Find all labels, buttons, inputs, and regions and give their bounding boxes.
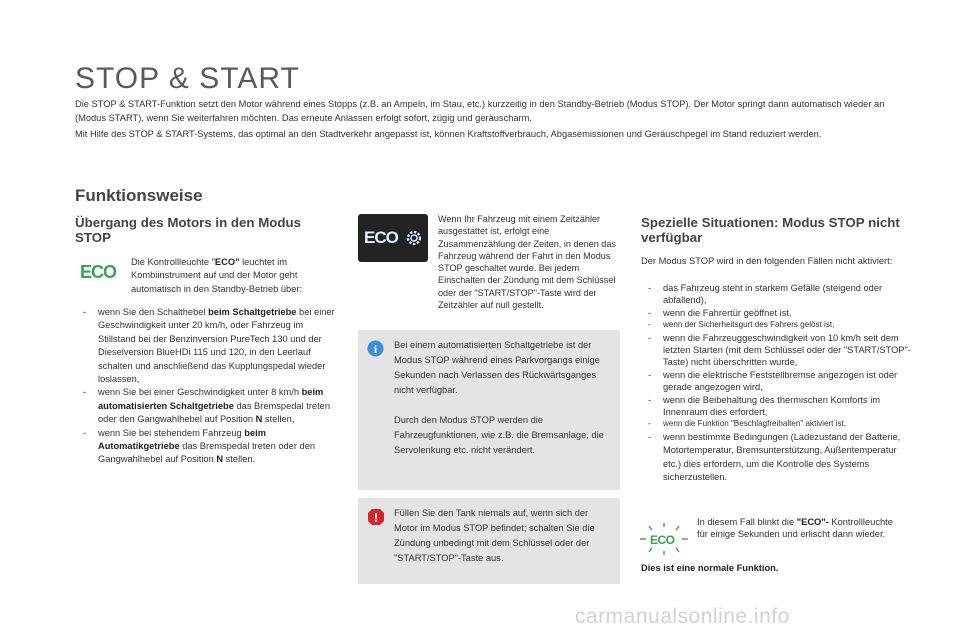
svg-text:i: i: [373, 342, 378, 356]
section-title: Funktionsweise: [75, 186, 203, 205]
list-item: [648, 282, 911, 307]
eco-indicator-icon: ECO: [80, 262, 117, 282]
lead-text-c: leuchtet im Kombiinstrument auf und der Motor geht automatisch in den Standby-Betrieb über:: [131, 257, 303, 294]
item-text: bei einer Geschwindigkeit unter 20 km/h, oder Fahrzeug im Stillstand bei der Benzinversion PureTech 130 und der Dieselversion BlueHDi 115 und 120, in den Leerlauf schalten und anschließend das Kupplungspedal wieder loslassen,: [98, 307, 335, 385]
item-bold: N: [216, 454, 224, 465]
list-item: [648, 431, 911, 485]
eco-display-image: [358, 214, 428, 262]
list-item: [648, 418, 911, 430]
watermark: carmanualsonline.info: [575, 605, 790, 628]
list-item: [83, 306, 338, 386]
item-bold: beim automatisierten Schaltgetriebe: [98, 387, 324, 411]
dash: -: [83, 427, 87, 438]
left-heading: Übergang des Motors in den Modus STOP: [75, 215, 302, 245]
eco-blinking-icon: [640, 522, 688, 556]
item-text: wenn die Beibehaltung des thermischen Komforts im Innenraum dies erfordert,: [663, 394, 881, 418]
normal-function-note: Dies ist eine normale Funktion.: [641, 563, 779, 573]
info-paragraph-2: Durch den Modus STOP werden die Fahrzeugfunktionen, wie z.B. die Bremsanlage, die Servolenkung etc. nicht verändert.: [394, 415, 604, 455]
list-item: [83, 427, 338, 467]
dash: -: [648, 431, 652, 442]
lead-text-eco: ECO": [214, 257, 240, 267]
dash: -: [648, 307, 652, 318]
list-item: [648, 394, 911, 419]
blink-text-a: In diesem Fall blinkt die: [697, 517, 797, 527]
right-heading: Spezielle Situationen: Modus STOP nicht verfügbar: [641, 215, 900, 245]
item-text: das Fahrzeug steht in starkem Gefälle (steigend oder abfallend),: [663, 283, 883, 306]
item-text: das Bremspedal treten oder den Gangwahlhebel auf Position: [98, 441, 316, 465]
item-text: wenn Sie bei stehendem Fahrzeug: [98, 427, 245, 438]
item-text: stellen.: [223, 454, 256, 465]
info-box: [358, 330, 620, 490]
blink-text-eco: "ECO"-: [796, 517, 829, 527]
item-text: wenn der Sicherheitsgurt des Fahrers gelöst ist,: [663, 320, 835, 330]
item-text: das Bremspedal treten oder den Gangwahlhebel auf Position: [98, 400, 331, 425]
warning-icon: [367, 508, 385, 526]
dash: -: [648, 320, 651, 330]
info-icon: [367, 340, 384, 357]
item-text: stellen,: [262, 414, 295, 425]
list-item: [648, 307, 911, 319]
svg-text:!: !: [373, 510, 379, 525]
gear-icon: [405, 229, 423, 247]
item-bold: N: [255, 414, 263, 425]
dash: -: [648, 369, 652, 380]
item-text: wenn die Funktion "Beschlagfreihalten" aktiviert ist,: [663, 419, 847, 429]
lead-text-a: Die Kontrollleuchte ": [131, 257, 215, 267]
dash: -: [648, 332, 652, 343]
list-item: [648, 332, 911, 369]
blink-text-c: Kontrollleuchte für einige Sekunden und erlischt dann wieder.: [697, 517, 893, 539]
left-list: [83, 306, 338, 467]
dash: -: [648, 394, 652, 405]
display-eco-label: ECO: [364, 228, 398, 247]
item-text: wenn die Fahrertür geöffnet ist,: [663, 307, 792, 318]
warning-box: [358, 498, 620, 584]
item-text: wenn Sie den Schalthebel: [98, 307, 209, 317]
dash: -: [83, 307, 87, 317]
blink-text: [697, 516, 897, 540]
item-text: wenn bestimmte Bedingungen (Ladezustand der Batterie, Motortemperatur, Bremsunterstützung, Außentemperatur etc.) dies erfordern, um die Kontrolle des Systems sicherzustellen.: [663, 431, 901, 483]
item-bold: beim Schaltgetriebe: [208, 307, 297, 317]
list-item: [83, 386, 338, 426]
left-lead: [131, 256, 336, 296]
intro-paragraph-1: Die STOP & START-Funktion setzt den Motor während eines Stopps (z.B. an Ampeln, im Stau, etc.) kurzzeitig in den Standby-Betrieb (Modus STOP). Der Motor springt dann automatisch wieder an (Modus START), wenn Sie weiterfahren möchten. Das erneute Anlassen erfolgt sofort, zügig und geräuscharm.: [75, 99, 885, 123]
info-paragraph-1: Bei einem automatisierten Schaltgetriebe ist der Modus STOP während eines Parkvorgangs einige Sekunden nach Verlassen des Rückwärtsganges nicht verfügbar.: [394, 340, 600, 395]
warning-text: Füllen Sie den Tank niemals auf, wenn sich der Motor im Modus STOP befindet; schalten Sie die Zündung unbedingt mit dem Schlüssel oder der "START/STOP"-Taste aus.: [394, 508, 595, 563]
dash: -: [83, 387, 87, 398]
item-bold: beim Automatikgetriebe: [98, 427, 266, 452]
list-item: [648, 369, 911, 394]
page-title: STOP & START: [75, 62, 300, 95]
list-item: [648, 319, 911, 331]
right-list: [648, 282, 911, 485]
counter-text: Wenn Ihr Fahrzeug mit einem Zeitzähler ausgestattet ist, erfolgt eine Zusammenzählung der Zeiten, in denen das Fahrzeug während der Fahrt in den Modus STOP geschaltet wurde. Bei jedem Einschalten der Zündung mit dem Schlüssel oder der "START/STOP"-Taste wird der Zeitzähler auf null gestellt.: [438, 214, 616, 311]
item-text: wenn die Fahrzeuggeschwindigkeit von 10 km/h seit dem letzten Starten (mit dem Schlüssel oder der "START/STOP"-Taste) nicht überschritten wurde,: [663, 332, 911, 368]
intro-paragraph-2: Mit Hilfe des STOP & START-Systems, das optimal an den Stadtverkehr angepasst ist, können Kraftstoffverbrauch, Abgasemissionen und Geräuschpegel im Stand reduziert werden.: [75, 129, 822, 139]
blink-eco-label: ECO: [650, 533, 675, 547]
right-lead: Der Modus STOP wird in den folgenden Fällen nicht aktiviert:: [641, 256, 893, 266]
dash: -: [648, 283, 652, 293]
item-text: wenn die elektrische Feststellbremse angezogen ist oder gerade angezogen wird,: [663, 369, 898, 393]
item-text: wenn Sie bei einer Geschwindigkeit unter 8 km/h: [98, 387, 302, 398]
dash: -: [648, 419, 651, 429]
